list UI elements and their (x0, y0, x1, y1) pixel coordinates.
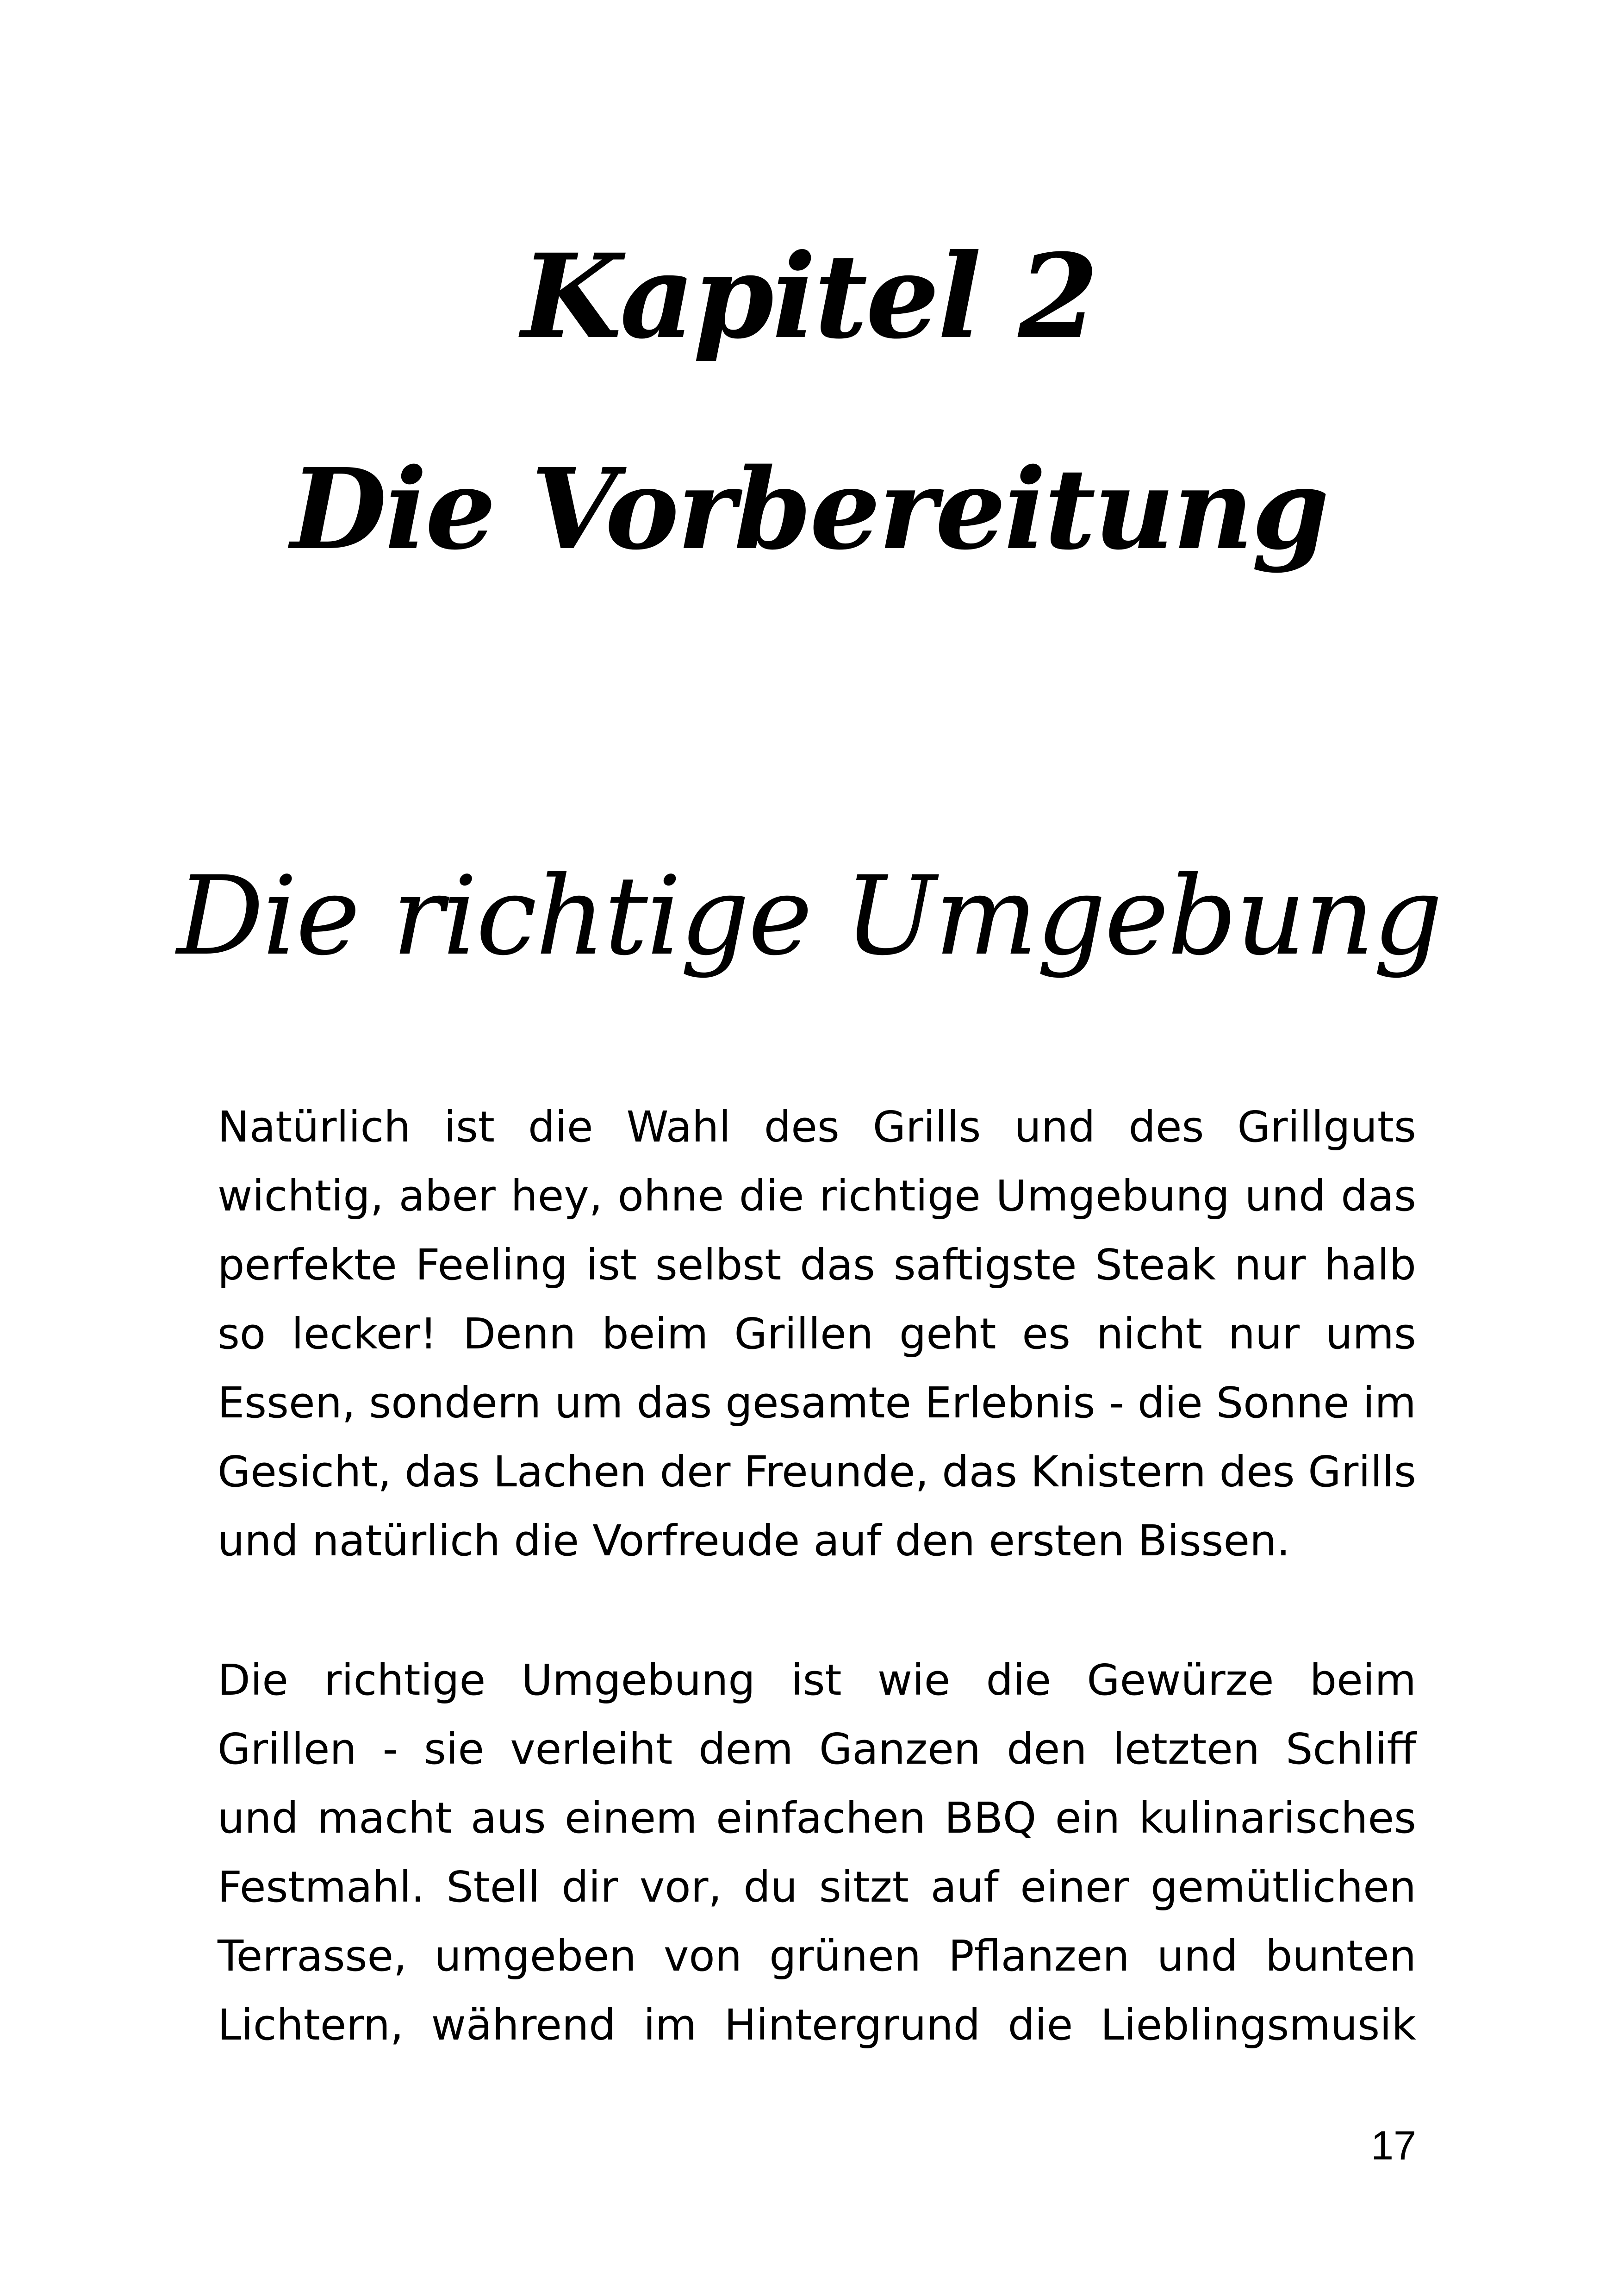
word: auf (930, 1862, 999, 1912)
word: Terrasse, (218, 1931, 407, 1981)
word: Grillen (734, 1309, 874, 1359)
word: gemütlichen (1151, 1862, 1416, 1912)
word: lecker! (292, 1309, 437, 1359)
word: nur (1234, 1240, 1306, 1290)
paragraph-line (218, 1230, 1416, 1299)
word: ist (444, 1102, 495, 1152)
word: ohne (617, 1171, 724, 1221)
word: perfekte (218, 1240, 397, 1290)
word: Sonne (1216, 1378, 1350, 1428)
word: Festmahl. (218, 1862, 425, 1912)
paragraph-line (218, 1437, 1416, 1506)
word: Gewürze (1087, 1655, 1274, 1705)
word: das (800, 1240, 875, 1290)
word: und (1245, 1171, 1326, 1221)
word: Umgebung (521, 1655, 755, 1705)
paragraph-line: und natürlich die Vorfreude auf den ersten Bissen. (218, 1516, 1290, 1566)
word: Pflanzen (948, 1931, 1130, 1981)
paragraph-line (218, 1161, 1416, 1230)
word: Steak (1095, 1240, 1216, 1290)
word: und (1014, 1102, 1095, 1152)
word: - (382, 1724, 398, 1774)
word: beim (602, 1309, 709, 1359)
word: und (1157, 1931, 1238, 1981)
word: einer (1020, 1862, 1129, 1912)
word: sitzt (819, 1862, 909, 1912)
word: die (986, 1655, 1052, 1705)
word: dem (698, 1724, 793, 1774)
word: aus (470, 1793, 546, 1843)
word: kulinarisches (1139, 1793, 1416, 1843)
paragraph (218, 1092, 1416, 1575)
word: Die (218, 1655, 289, 1705)
word: BBQ (944, 1793, 1037, 1843)
paragraph-line (218, 1715, 1416, 1784)
word: das (1341, 1171, 1416, 1221)
chapter-title-heading: Die Vorbereitung (290, 444, 1328, 574)
word: saftigste (893, 1240, 1077, 1290)
word: grünen (769, 1931, 921, 1981)
word: Erlebnis (925, 1378, 1095, 1428)
word: um (554, 1378, 623, 1428)
word: macht (317, 1793, 452, 1843)
paragraph-line (218, 1092, 1416, 1161)
word: selbst (655, 1240, 782, 1290)
word: halb (1324, 1240, 1416, 1290)
word: von (663, 1931, 742, 1981)
word: dir (561, 1862, 618, 1912)
word: Grillguts (1237, 1102, 1416, 1152)
word: im (1363, 1378, 1416, 1428)
word: letzten (1113, 1724, 1260, 1774)
word: richtige (819, 1171, 981, 1221)
word: verleiht (510, 1724, 673, 1774)
word: bunten (1265, 1931, 1416, 1981)
word: geht (899, 1309, 996, 1359)
word: den (1007, 1724, 1087, 1774)
word: des (1219, 1447, 1295, 1497)
word: Gesicht, (218, 1447, 392, 1497)
word: du (743, 1862, 798, 1912)
section-title: Die richtige Umgebung (176, 853, 1442, 980)
word: vor, (639, 1862, 722, 1912)
word: - (1108, 1378, 1124, 1428)
word: Ganzen (819, 1724, 981, 1774)
page-number: 17 (1371, 2122, 1416, 2168)
word: sie (424, 1724, 485, 1774)
paragraph-line (218, 1646, 1416, 1715)
word: Denn (463, 1309, 576, 1359)
word: Schliff (1286, 1724, 1416, 1774)
word: hey, (510, 1171, 603, 1221)
paragraph-line (218, 1368, 1416, 1437)
word: so (218, 1309, 266, 1359)
word: es (1022, 1309, 1070, 1359)
word: im (643, 2000, 697, 2050)
paragraph-line (218, 1853, 1416, 1922)
word: Lichtern, (218, 2000, 404, 2050)
word: die (528, 1102, 593, 1152)
word: beim (1309, 1655, 1416, 1705)
word: Wahl (626, 1102, 731, 1152)
word: einfachen (716, 1793, 926, 1843)
word: ist (791, 1655, 842, 1705)
word: aber (398, 1171, 496, 1221)
word: Lachen (493, 1447, 647, 1497)
word: ein (1055, 1793, 1120, 1843)
paragraph (218, 1646, 1416, 2059)
word: Knistern (1030, 1447, 1206, 1497)
word: die (1008, 2000, 1073, 2050)
chapter-number-heading: Kapitel 2 (521, 228, 1097, 364)
word: wie (877, 1655, 951, 1705)
word: Grillen (218, 1724, 357, 1774)
word: Freunde, (744, 1447, 929, 1497)
word: die (739, 1171, 804, 1221)
word: Feeling (415, 1240, 568, 1290)
word: das (942, 1447, 1017, 1497)
word: richtige (324, 1655, 486, 1705)
word: des (1128, 1102, 1204, 1152)
word: wichtig, (218, 1171, 384, 1221)
paragraph-line (218, 1990, 1416, 2059)
word: und (218, 1793, 299, 1843)
word: gesamte (725, 1378, 912, 1428)
word: einem (564, 1793, 697, 1843)
word: nur (1228, 1309, 1300, 1359)
word: Grills (872, 1102, 981, 1152)
paragraph-line (218, 1299, 1416, 1368)
word: Grills (1308, 1447, 1416, 1497)
word: Essen, (218, 1378, 356, 1428)
word: das (404, 1447, 480, 1497)
word: des (764, 1102, 840, 1152)
word: ist (586, 1240, 637, 1290)
word: das (636, 1378, 712, 1428)
word: während (431, 2000, 616, 2050)
word: umgeben (434, 1931, 636, 1981)
word: der (660, 1447, 731, 1497)
word: ums (1326, 1309, 1416, 1359)
word: Umgebung (996, 1171, 1230, 1221)
paragraph-line (218, 1784, 1416, 1853)
word: Natürlich (218, 1102, 411, 1152)
word: nicht (1096, 1309, 1202, 1359)
word: Hintergrund (724, 2000, 981, 2050)
word: sondern (369, 1378, 541, 1428)
word: Lieblingsmusik (1100, 2000, 1416, 2050)
word: die (1137, 1378, 1203, 1428)
paragraph-line (218, 1922, 1416, 1990)
word: Stell (446, 1862, 540, 1912)
